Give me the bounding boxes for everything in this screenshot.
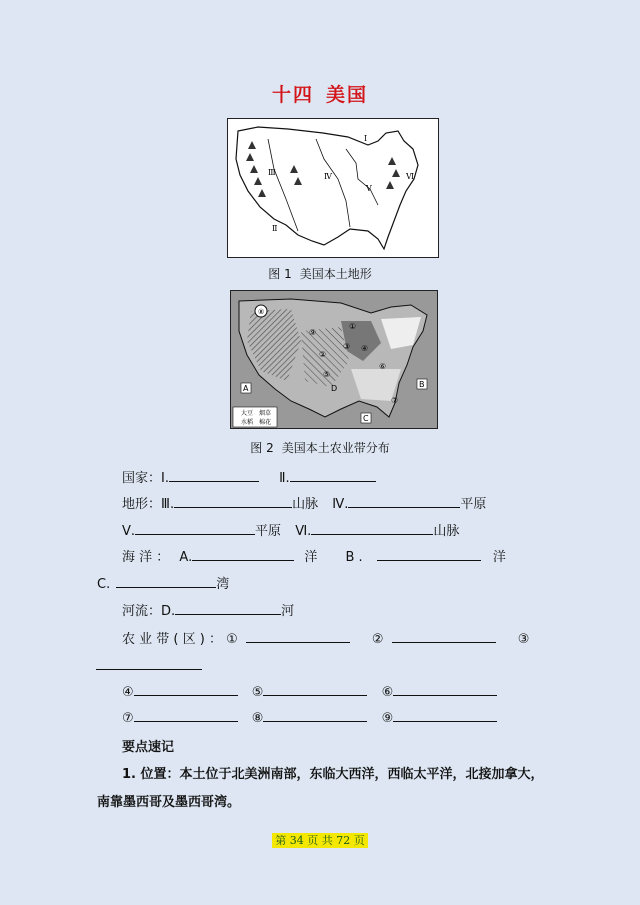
- label-II: Ⅱ: [272, 224, 278, 233]
- notes-point1-line1: 1. 位置：本土位于北美洲南部，东临大西洋，西临太平洋，北接加拿大，: [122, 767, 544, 782]
- label-VI: Ⅵ: [406, 172, 415, 181]
- terrain-iv-label: Ⅳ.: [332, 497, 349, 512]
- country-i-blank[interactable]: [169, 468, 259, 482]
- agri-n9-label: ⑨: [381, 711, 394, 726]
- label-n2: ②: [319, 350, 327, 359]
- label-V: Ⅴ: [366, 184, 372, 193]
- ocean-c-blank[interactable]: [116, 574, 216, 588]
- terrain-mountains: 山脉: [292, 497, 319, 512]
- ocean-b-label: B .: [345, 550, 363, 565]
- agri-n7-label: ⑦: [122, 711, 134, 726]
- agri-row-1: [122, 628, 529, 647]
- agri-n4-blank[interactable]: [134, 682, 238, 696]
- agri-row-3: [122, 708, 497, 726]
- agri-n6-label: ⑥: [381, 685, 394, 700]
- country-label: 国家：: [122, 471, 162, 486]
- figure2-caption-text: 美国本土农业带分布: [281, 441, 390, 455]
- label-III: Ⅲ: [268, 168, 276, 177]
- label-n7: ⑦: [391, 396, 399, 405]
- agri-n8-blank[interactable]: [263, 708, 367, 722]
- terrain-plain: 平原: [460, 497, 487, 512]
- country-row: [122, 467, 376, 486]
- label-I: Ⅰ: [364, 134, 368, 143]
- label-D: D: [331, 384, 338, 393]
- terrain-label: 地形：: [122, 497, 162, 512]
- terrain-map-svg: [228, 119, 438, 257]
- figure1-caption: [0, 265, 640, 282]
- ocean-a-label: A.: [179, 550, 193, 565]
- ocean-c-label: C.: [97, 577, 111, 592]
- title-name: 美国: [326, 84, 369, 106]
- agri-n7-blank[interactable]: [134, 708, 238, 722]
- river-row: [122, 600, 294, 619]
- legend-cotton: 棉花: [259, 419, 272, 426]
- agri-n2-blank[interactable]: [392, 629, 496, 643]
- agri-n5-label: ⑤: [251, 685, 264, 700]
- agri-n1-blank[interactable]: [246, 629, 350, 643]
- bay-row: [97, 573, 229, 592]
- label-C: C: [363, 414, 369, 423]
- agri-label: 农 业 带 ( 区 ) ：: [122, 632, 222, 647]
- terrain-iii-label: Ⅲ.: [161, 497, 175, 512]
- river-label: 河流：: [122, 604, 162, 619]
- terrain-iii-blank[interactable]: [174, 494, 292, 508]
- legend-tobacco: 烟草: [259, 410, 272, 417]
- agriculture-map-svg: [231, 291, 437, 428]
- country-ii-blank[interactable]: [290, 468, 376, 482]
- ocean-word2: 洋: [492, 550, 506, 565]
- river-d-blank[interactable]: [175, 601, 281, 615]
- terrain-row-2: [122, 520, 459, 539]
- ocean-b-blank[interactable]: [377, 547, 481, 561]
- ocean-label: 海 洋 ：: [122, 550, 170, 565]
- terrain-row-1: [122, 493, 486, 512]
- agri-n9-blank[interactable]: [393, 708, 497, 722]
- terrain-vi-label: Ⅵ.: [295, 524, 312, 539]
- country-ii-label: Ⅱ.: [279, 471, 290, 486]
- label-n3: ③: [343, 342, 351, 351]
- label-n1: ①: [349, 322, 357, 331]
- agri-n8-label: ⑧: [251, 711, 264, 726]
- ocean-row: [122, 546, 506, 565]
- label-n9: ⑨: [309, 328, 317, 337]
- label-n8: ⑧: [258, 308, 265, 316]
- agriculture-map: [230, 290, 438, 429]
- agri-n6-blank[interactable]: [393, 682, 497, 696]
- ocean-word: 洋: [304, 550, 318, 565]
- figure1-caption-text: 美国本土地形: [299, 267, 372, 281]
- label-n6: ⑥: [379, 362, 387, 371]
- agri-n3-label: ③: [517, 632, 530, 647]
- notes-heading: 要点速记: [122, 740, 175, 755]
- figure1-caption-num: 图 1: [268, 267, 292, 281]
- ocean-a-blank[interactable]: [192, 547, 294, 561]
- river-word: 河: [281, 604, 295, 619]
- legend-rice: 水稻: [241, 419, 254, 426]
- page-number: 第 34 页 共 72 页: [272, 833, 367, 848]
- terrain-plain2: 平原: [255, 524, 282, 539]
- label-n4: ④: [361, 344, 369, 353]
- river-d-label: D.: [161, 604, 176, 619]
- label-B: B: [419, 380, 425, 389]
- terrain-mountains2: 山脉: [433, 524, 460, 539]
- label-IV: Ⅳ: [324, 172, 332, 181]
- bay-word: 湾: [216, 577, 230, 592]
- agri-n4-label: ④: [122, 685, 134, 700]
- legend-soybean: 大豆: [241, 410, 254, 417]
- terrain-map: [227, 118, 439, 258]
- terrain-v-label: Ⅴ.: [122, 524, 136, 539]
- notes-point1-line2: 南靠墨西哥及墨西哥湾。: [97, 795, 241, 810]
- terrain-vi-blank[interactable]: [311, 521, 433, 535]
- agri-row-2: [122, 682, 497, 700]
- title-number: 十四: [271, 84, 314, 106]
- terrain-v-blank[interactable]: [135, 521, 255, 535]
- label-n5: ⑤: [323, 370, 331, 379]
- agri-n3-blank[interactable]: [96, 656, 202, 670]
- country-i-label: Ⅰ.: [161, 471, 169, 486]
- terrain-iv-blank[interactable]: [348, 494, 460, 508]
- figure2-caption-num: 图 2: [250, 441, 274, 455]
- agri-n1-label: ①: [226, 632, 238, 647]
- page-title: [0, 80, 640, 107]
- agri-n2-label: ②: [371, 632, 384, 647]
- agri-n5-blank[interactable]: [263, 682, 367, 696]
- label-A: A: [243, 384, 249, 393]
- page-footer: [0, 829, 640, 848]
- figure2-caption: [0, 439, 640, 456]
- agri-n3-blank-row: [96, 656, 202, 674]
